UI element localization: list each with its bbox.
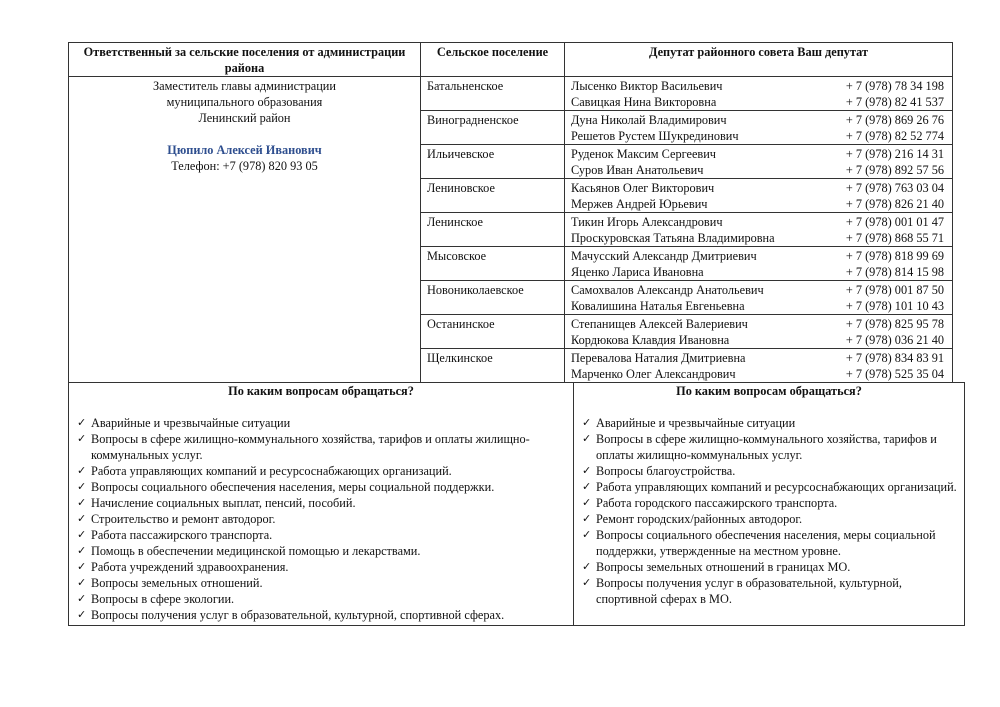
responsible-cell: [69, 77, 421, 383]
deputy-phone: + 7 (978) 818 99 69: [845, 249, 944, 263]
list-item-text: Вопросы социального обеспечения населения, меры социальной поддержки.: [91, 480, 495, 494]
responsible-title-line: Ленинский район: [198, 111, 291, 125]
check-icon: ✓: [77, 496, 87, 509]
deputy-phone: + 7 (978) 868 55 71: [845, 231, 944, 245]
header-responsible: Ответственный за сельские поселения от администрации района: [69, 43, 421, 77]
responsible-title-line: муниципального образования: [166, 95, 323, 109]
deputy-phone: + 7 (978) 101 10 43: [845, 299, 944, 313]
deputy-entry: [571, 282, 946, 298]
list-item: [75, 415, 567, 431]
deputy-name: Дуна Николай Владимирович: [571, 113, 727, 127]
deputy-name: Ковалишина Наталья Евгеньевна: [571, 299, 745, 313]
list-item-text: Вопросы благоустройства.: [596, 464, 736, 478]
list-item: [580, 559, 958, 575]
deputies-cell: [565, 315, 953, 349]
deputy-phone: + 7 (978) 036 21 40: [845, 333, 944, 347]
check-icon: ✓: [582, 528, 592, 541]
deputy-entry: [571, 230, 946, 246]
deputies-cell: [565, 281, 953, 315]
check-icon: ✓: [582, 416, 592, 429]
deputy-phone: + 7 (978) 869 26 76: [845, 113, 944, 127]
check-icon: ✓: [77, 464, 87, 477]
settlement-name: Лениновское: [421, 179, 565, 213]
deputy-name: Тикин Игорь Александрович: [571, 215, 723, 229]
check-icon: ✓: [77, 608, 87, 621]
deputy-name: Касьянов Олег Викторович: [571, 181, 715, 195]
list-item-text: Вопросы получения услуг в образовательной, культурной, спортивной сферах в МО.: [596, 576, 902, 606]
settlement-name: Останинское: [421, 315, 565, 349]
deputy-entry: [571, 366, 946, 382]
responsible-phone: Телефон: +7 (978) 820 93 05: [171, 159, 318, 173]
deputies-cell: [565, 111, 953, 145]
deputy-phone: + 7 (978) 834 83 91: [845, 351, 944, 365]
list-item: [580, 495, 958, 511]
deputy-entry: [571, 248, 946, 264]
deputy-name: Мачусский Александр Дмитриевич: [571, 249, 757, 263]
check-icon: ✓: [77, 544, 87, 557]
deputy-phone: + 7 (978) 525 35 04: [845, 367, 944, 381]
list-item-text: Ремонт городских/районных автодорог.: [596, 512, 803, 526]
deputy-name: Яценко Лариса Ивановна: [571, 265, 704, 279]
deputy-entry: [571, 196, 946, 212]
deputies-cell: [565, 247, 953, 281]
deputy-name: Решетов Рустем Шукрединович: [571, 129, 739, 143]
list-item-text: Аварийные и чрезвычайные ситуации: [91, 416, 291, 430]
list-item: [75, 495, 567, 511]
list-item-text: Вопросы в сфере экологии.: [91, 592, 235, 606]
list-item-text: Работа городского пассажирского транспорта.: [596, 496, 838, 510]
list-item-text: Вопросы социального обеспечения населения, меры социальной поддержки, утвержденные на местном уровне.: [596, 528, 936, 558]
settlement-name: Новониколаевское: [421, 281, 565, 315]
responsible-name: Цюпило Алексей Иванович: [167, 143, 322, 157]
deputy-entry: [571, 180, 946, 196]
settlement-name: Батальненское: [421, 77, 565, 111]
check-icon: ✓: [582, 560, 592, 573]
deputy-phone: + 7 (978) 825 95 78: [845, 317, 944, 331]
deputy-phone: + 7 (978) 216 14 31: [845, 147, 944, 161]
deputies-cell: [565, 77, 953, 111]
settlement-name: Щелкинское: [421, 349, 565, 383]
list-item: [75, 431, 567, 463]
deputy-name: Савицкая Нина Викторовна: [571, 95, 717, 109]
deputy-entry: [571, 298, 946, 314]
check-icon: ✓: [77, 560, 87, 573]
table-header-row: [69, 43, 953, 77]
list-item-text: Работа пассажирского транспорта.: [91, 528, 273, 542]
deputy-name: Перевалова Наталия Дмитриевна: [571, 351, 746, 365]
settlement-name: Виноградненское: [421, 111, 565, 145]
deputies-cell: [565, 349, 953, 383]
deputy-name: Кордюкова Клавдия Ивановна: [571, 333, 730, 347]
questions-right-title: По каким вопросам обращаться?: [676, 384, 862, 398]
list-item: [75, 527, 567, 543]
settlement-name: Ильичевское: [421, 145, 565, 179]
list-item-text: Вопросы земельных отношений в границах МО.: [596, 560, 851, 574]
list-item-text: Вопросы в сфере жилищно-коммунального хозяйства, тарифов и оплаты жилищно-коммунальных услуг.: [596, 432, 937, 462]
list-item-text: Работа управляющих компаний и ресурсоснабжающих организаций.: [91, 464, 452, 478]
list-item-text: Строительство и ремонт автодорог.: [91, 512, 276, 526]
list-item: [75, 463, 567, 479]
questions-right: [574, 383, 965, 626]
check-icon: ✓: [582, 432, 592, 445]
deputy-entry: [571, 112, 946, 128]
check-icon: ✓: [582, 480, 592, 493]
questions-left-list: [75, 415, 567, 623]
header-deputy: Депутат районного совета Ваш депутат: [565, 43, 953, 77]
deputy-entry: [571, 350, 946, 366]
questions-right-list: [580, 415, 958, 607]
deputy-entry: [571, 332, 946, 348]
check-icon: ✓: [77, 592, 87, 605]
deputies-table: [68, 42, 953, 383]
deputy-phone: + 7 (978) 814 15 98: [845, 265, 944, 279]
deputy-phone: + 7 (978) 82 52 774: [845, 129, 944, 143]
list-item: [580, 575, 958, 607]
document: [68, 42, 957, 626]
list-item: [580, 511, 958, 527]
deputy-phone: + 7 (978) 001 01 47: [845, 215, 944, 229]
deputy-phone: + 7 (978) 763 03 04: [845, 181, 944, 195]
list-item-text: Помощь в обеспечении медицинской помощью и лекарствами.: [91, 544, 421, 558]
deputy-entry: [571, 128, 946, 144]
list-item: [75, 559, 567, 575]
check-icon: ✓: [77, 432, 87, 445]
list-item: [75, 591, 567, 607]
deputy-name: Марченко Олег Александрович: [571, 367, 736, 381]
table-row: [69, 77, 953, 111]
list-item: [580, 463, 958, 479]
list-item-text: Вопросы в сфере жилищно-коммунального хозяйства, тарифов и оплаты жилищно-коммунальных услуг.: [91, 432, 530, 462]
deputy-entry: [571, 316, 946, 332]
list-item: [580, 527, 958, 559]
settlement-name: Мысовское: [421, 247, 565, 281]
check-icon: ✓: [77, 528, 87, 541]
questions-left-title: По каким вопросам обращаться?: [228, 384, 414, 398]
check-icon: ✓: [77, 480, 87, 493]
list-item-text: Начисление социальных выплат, пенсий, пособий.: [91, 496, 356, 510]
list-item: [75, 511, 567, 527]
list-item: [75, 543, 567, 559]
questions-left: [69, 383, 574, 626]
check-icon: ✓: [582, 576, 592, 589]
deputy-name: Лысенко Виктор Васильевич: [571, 79, 723, 93]
list-item-text: Аварийные и чрезвычайные ситуации: [596, 416, 796, 430]
deputies-cell: [565, 213, 953, 247]
list-item-text: Вопросы получения услуг в образовательной, культурной, спортивной сферах.: [91, 608, 505, 622]
deputy-entry: [571, 146, 946, 162]
settlement-name: Ленинское: [421, 213, 565, 247]
list-item: [580, 415, 958, 431]
deputy-entry: [571, 162, 946, 178]
deputy-phone: + 7 (978) 78 34 198: [845, 79, 944, 93]
deputy-phone: + 7 (978) 826 21 40: [845, 197, 944, 211]
check-icon: ✓: [582, 496, 592, 509]
list-item-text: Работа управляющих компаний и ресурсоснабжающих организаций.: [596, 480, 957, 494]
header-settlement: Сельское поселение: [421, 43, 565, 77]
responsible-title-line: Заместитель главы администрации: [153, 79, 336, 93]
deputy-name: Самохвалов Александр Анатольевич: [571, 283, 764, 297]
deputy-name: Суров Иван Анатольевич: [571, 163, 704, 177]
list-item-text: Работа учреждений здравоохранения.: [91, 560, 289, 574]
check-icon: ✓: [77, 416, 87, 429]
deputy-entry: [571, 264, 946, 280]
list-item: [580, 431, 958, 463]
check-icon: ✓: [582, 464, 592, 477]
deputy-phone: + 7 (978) 892 57 56: [845, 163, 944, 177]
deputy-entry: [571, 78, 946, 94]
check-icon: ✓: [77, 512, 87, 525]
deputy-entry: [571, 94, 946, 110]
questions-table: [68, 382, 965, 626]
check-icon: ✓: [582, 512, 592, 525]
check-icon: ✓: [77, 576, 87, 589]
deputy-name: Проскуровская Татьяна Владимировна: [571, 231, 775, 245]
deputy-phone: + 7 (978) 82 41 537: [845, 95, 944, 109]
deputies-cell: [565, 145, 953, 179]
deputy-phone: + 7 (978) 001 87 50: [845, 283, 944, 297]
list-item: [75, 607, 567, 623]
deputy-name: Руденок Максим Сергеевич: [571, 147, 716, 161]
list-item: [580, 479, 958, 495]
list-item: [75, 575, 567, 591]
deputies-cell: [565, 179, 953, 213]
deputy-name: Степанищев Алексей Валериевич: [571, 317, 748, 331]
list-item-text: Вопросы земельных отношений.: [91, 576, 263, 590]
deputy-entry: [571, 214, 946, 230]
list-item: [75, 479, 567, 495]
deputy-name: Мержев Андрей Юрьевич: [571, 197, 708, 211]
